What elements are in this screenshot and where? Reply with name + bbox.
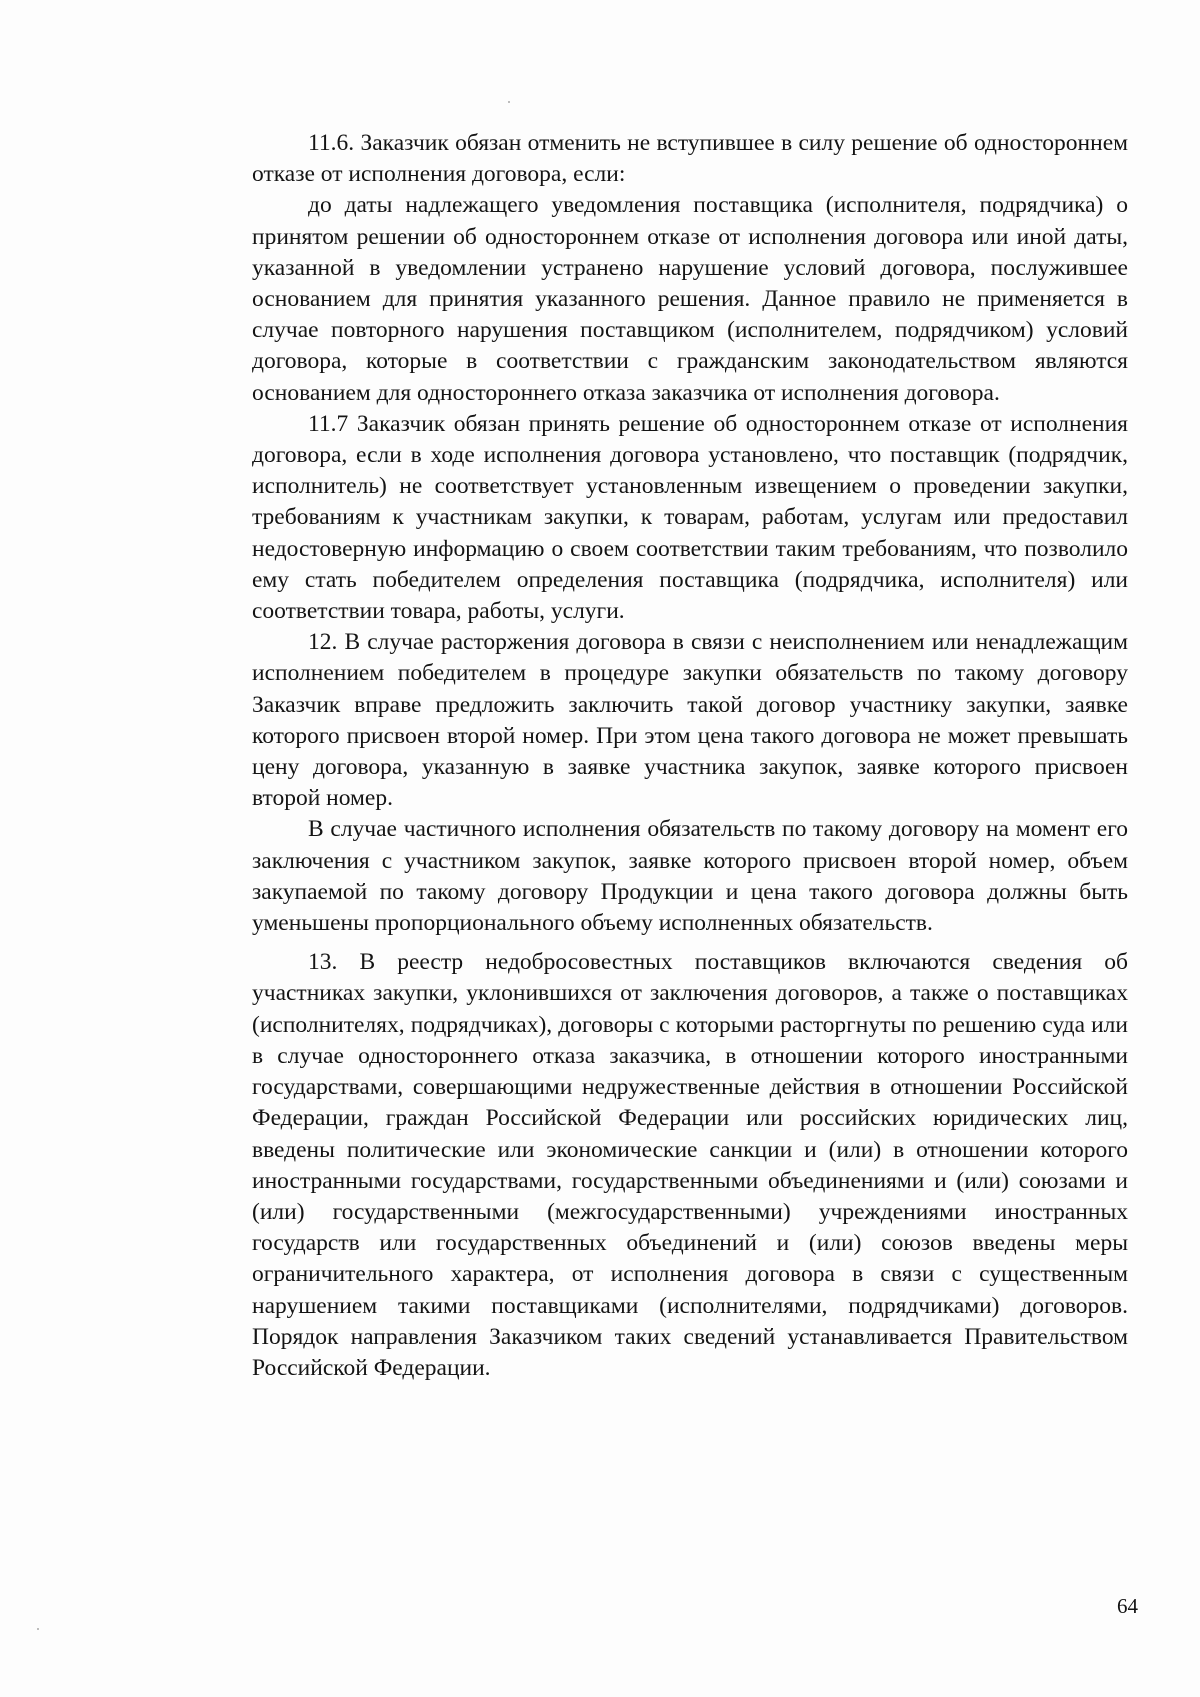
scan-speck — [37, 1628, 39, 1630]
paragraph-11-6-condition: до даты надлежащего уведомления поставщика (исполнителя, подрядчика) о принятом решении об одностороннем отказе от исполнения договора или иной даты, указанной в уведомлении устранено нарушение условий договора, послужившее основанием для принятия указанного решения. Данное правило не применяется в случае повторного нарушения поставщиком (исполнителем, подрядчиком) условий договора, которые в соответствии с гражданским законодательством являются основанием для одностороннего отказа заказчика от исполнения договора. — [252, 192, 1128, 406]
scan-speck — [508, 101, 510, 103]
page-number: 64 — [1117, 1594, 1138, 1618]
paragraph-12-partial: В случае частичного исполнения обязательств по такому договору на момент его заключения с участником закупок, заявке которого присвоен второй номер, объем закупаемой по такому договору Продукции и цена такого договора должны быть уменьшены пропорционального объему исполненных обязательств. — [252, 816, 1128, 937]
paragraph-13: 13. В реестр недобросовестных поставщиков включаются сведения об участниках закупки, уклонившихся от заключения договоров, а также о поставщиках (исполнителях, подрядчиках), договоры с которыми расторгнуты по решению суда или в случае одностороннего отказа заказчика, в отношении которого иностранными государствами, совершающими недружественные действия в отношении Российской Федерации, граждан Российской Федерации или российских юридических лиц, введены политические или экономические санкции и (или) в отношении которого иностранными государствами, государственными объединениями и (или) союзами и (или) государственными (межгосударственными) учреждениями иностранных государств или государственных объединений и (или) союзов введены меры ограничительного характера, от исполнения договора в связи с существенным нарушением такими поставщиками (исполнителями, подрядчиками) договоров. Порядок направления Заказчиком таких сведений устанавливается Правительством Российской Федерации. — [252, 949, 1128, 1381]
paragraph-12: 12. В случае расторжения договора в связи с неисполнением или ненадлежащим исполнением победителем в процедуре закупки обязательств по такому договору Заказчик вправе предложить заключить такой договор участнику закупки, заявке которого присвоен второй номер. При этом цена такого договора не может превышать цену договора, указанную в заявке участника закупок, заявке которого присвоен второй номер. — [252, 629, 1128, 812]
document-body — [252, 128, 1128, 1384]
paragraph-11-7: 11.7 Заказчик обязан принять решение об одностороннем отказе от исполнения договора, если в ходе исполнения договора установлено, что поставщик (подрядчик, исполнитель) не соответствует установленным извещением о проведении закупки, требованиям к участникам закупки, к товарам, работам, услугам или предоставил недостоверную информацию о своем соответствии таким требованиям, что позволило ему стать победителем определения поставщика (подрядчика, исполнителя) или соответствии товара, работы, услуги. — [252, 410, 1128, 625]
paragraph-11-6: 11.6. Заказчик обязан отменить не вступившее в силу решение об одностороннем отказе от исполнения договора, если: — [252, 130, 1128, 188]
